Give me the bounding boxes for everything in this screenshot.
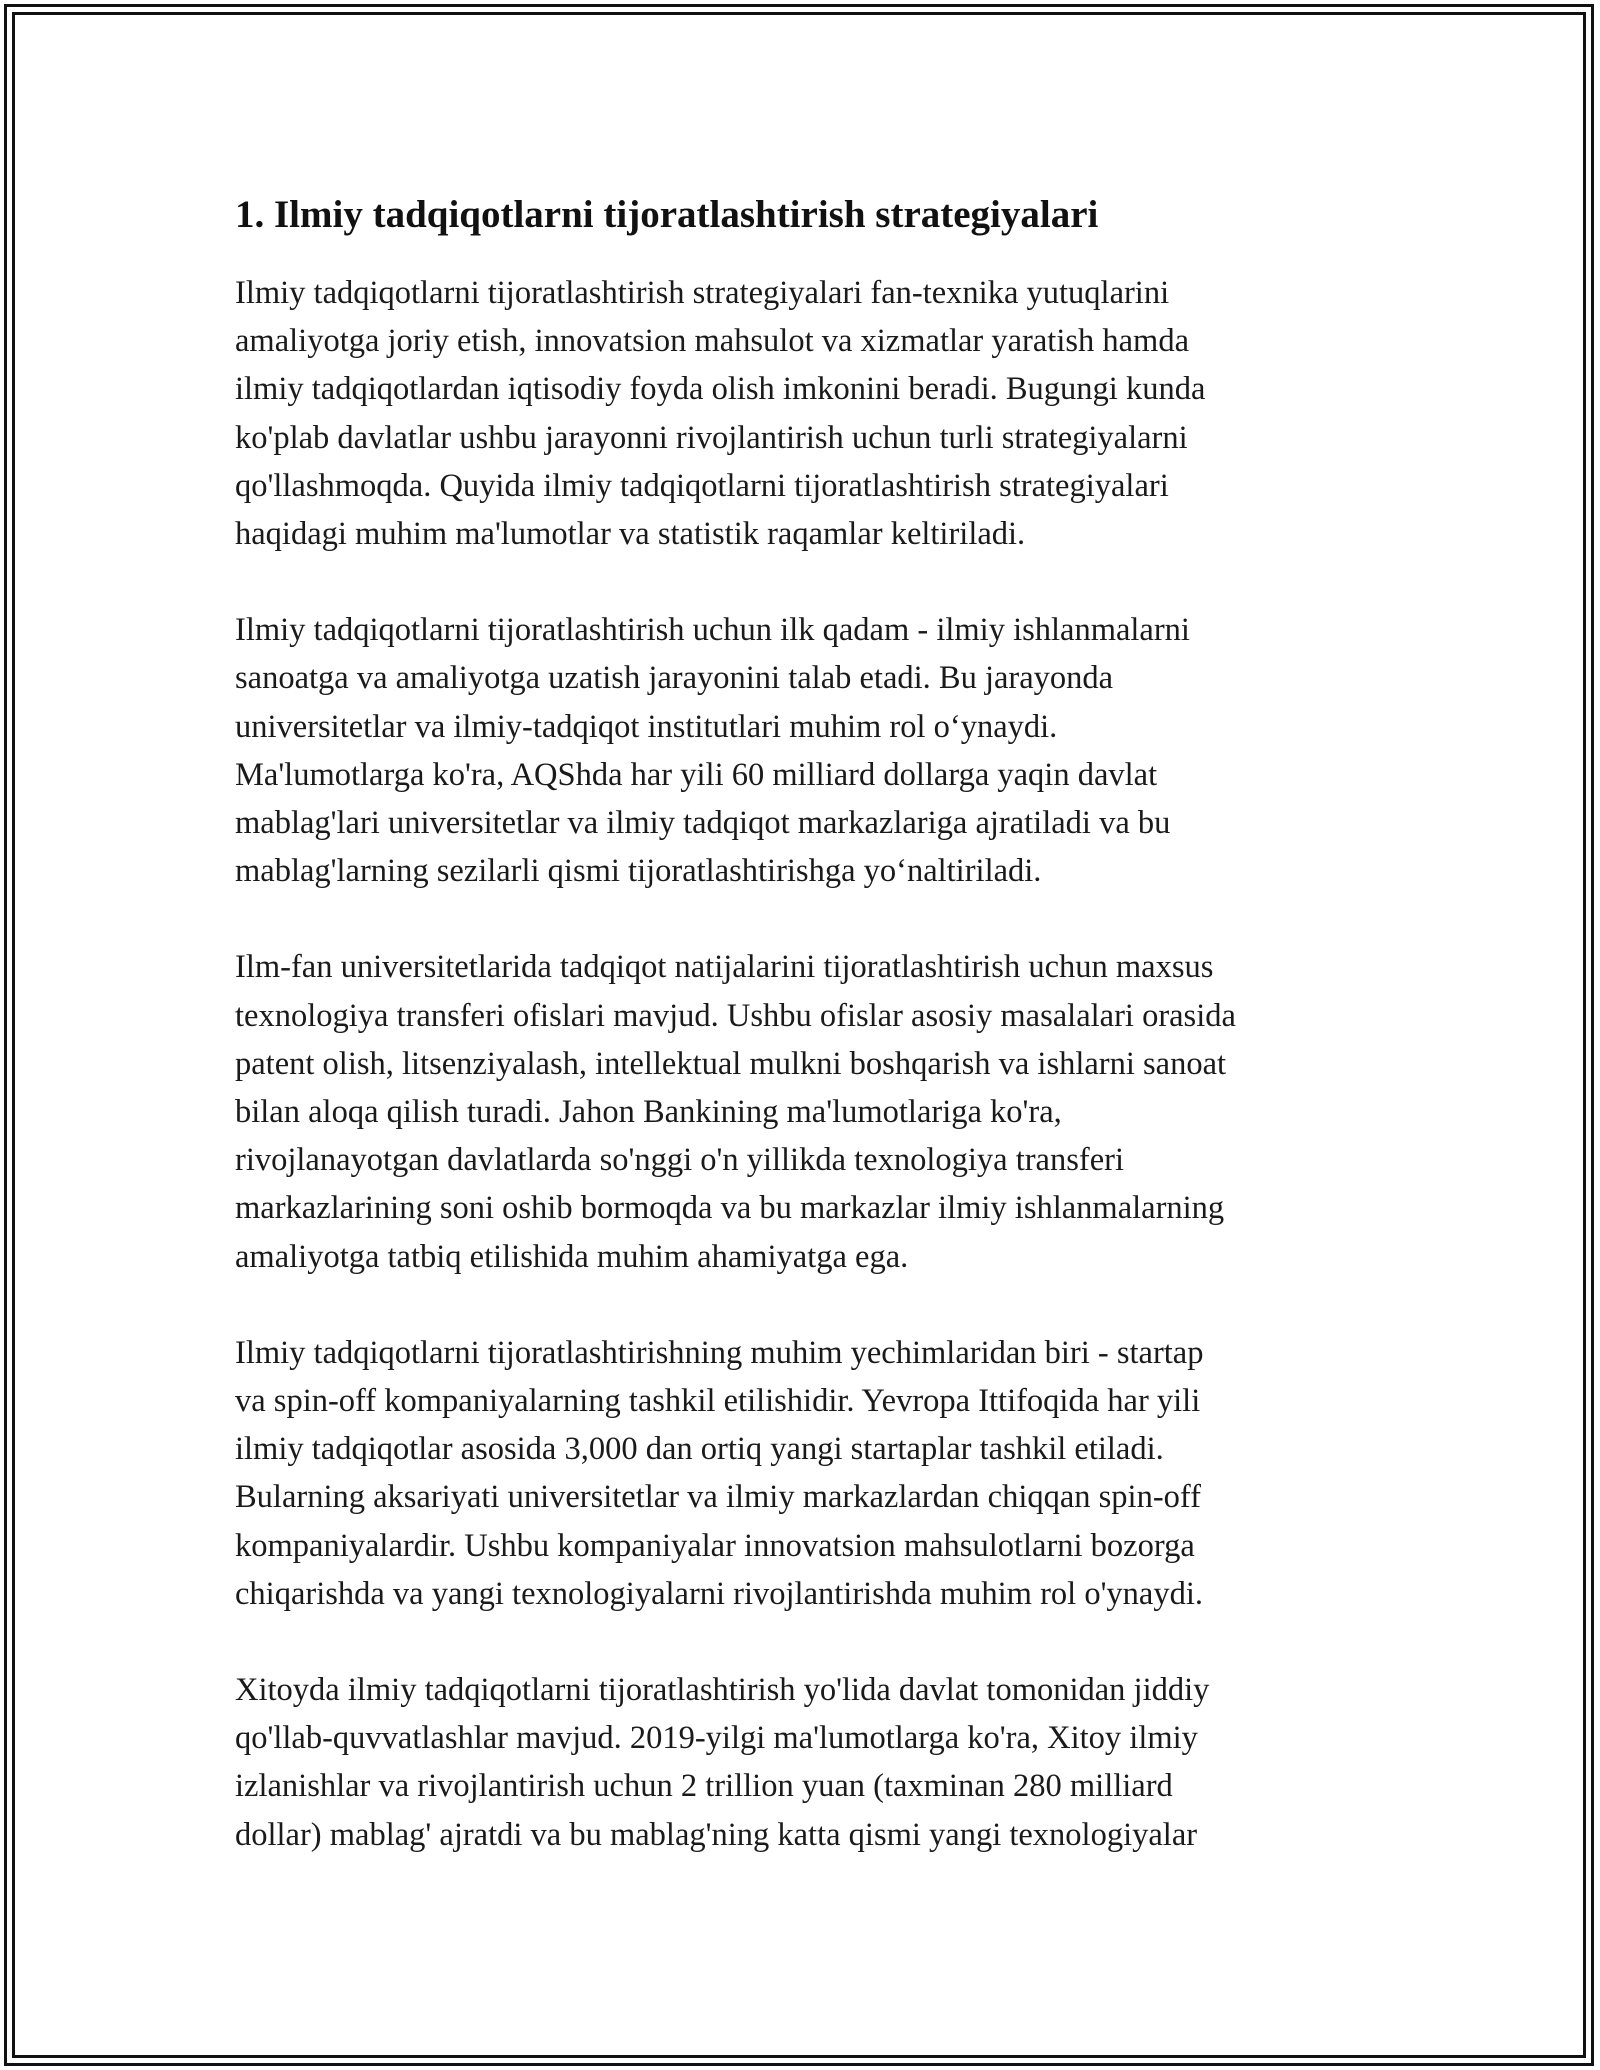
text-line: dollar) mablag' ajratdi va bu mablag'ning katta qismi yangi texnologiyalar — [235, 1816, 1198, 1853]
text-line: ilmiy tadqiqotlar asosida 3,000 dan ortiq yangi startaplar tashkil etiladi. — [235, 1431, 1164, 1468]
paragraph — [235, 269, 1395, 558]
text-line: qo'llab-quvvatlashlar mavjud. 2019-yilgi ma'lumotlarga ko'ra, Xitoy ilmiy — [235, 1720, 1198, 1757]
text-line: Ilmiy tadqiqotlarni tijoratlashtirish strategiyalari fan-texnika yutuqlarini — [235, 275, 1170, 311]
text-line: izlanishlar va rivojlantirish uchun 2 trillion yuan (taxminan 280 milliard — [235, 1768, 1173, 1805]
text-line: ilmiy tadqiqotlardan iqtisodiy foyda olish imkonini beradi. Bugungi kunda — [235, 371, 1206, 408]
text-line: chiqarishda va yangi texnologiyalarni rivojlantirishda muhim rol o'ynaydi. — [235, 1575, 1204, 1612]
text-line: markazlarining soni oshib bormoqda va bu markazlar ilmiy ishlanmalarning — [235, 1190, 1225, 1227]
text-line: mablag'larning sezilarli qismi tijoratlashtirishga yo‘naltiriladi. — [235, 853, 1042, 890]
text-line: haqidagi muhim ma'lumotlar va statistik raqamlar keltiriladi. — [235, 516, 1026, 553]
text-line: Bularning aksariyati universitetlar va ilmiy markazlardan chiqqan spin-off — [235, 1479, 1201, 1516]
text-line: texnologiya transferi ofislari mavjud. Ushbu ofislar asosiy masalalari orasida — [235, 997, 1236, 1034]
paragraph-list — [235, 269, 1395, 1859]
text-line: mablag'lari universitetlar va ilmiy tadqiqot markazlariga ajratiladi va bu — [235, 805, 1171, 842]
paragraph — [235, 1666, 1395, 1859]
document-body — [235, 185, 1395, 1907]
paragraph — [235, 1329, 1395, 1618]
text-line: amaliyotga tatbiq etilishida muhim ahamiyatga ega. — [235, 1238, 909, 1275]
text-line: amaliyotga joriy etish, innovatsion mahsulot va xizmatlar yaratish hamda — [235, 323, 1190, 360]
text-line: sanoatga va amaliyotga uzatish jarayonini talab etadi. Bu jarayonda — [235, 660, 1114, 697]
text-line: universitetlar va ilmiy-tadqiqot institutlari muhim rol o‘ynaydi. — [235, 708, 1058, 745]
section-heading: 1. Ilmiy tadqiqotlarni tijoratlashtirish strategiyalari — [235, 193, 1099, 236]
text-line: kompaniyalardir. Ushbu kompaniyalar innovatsion mahsulotlarni bozorga — [235, 1527, 1195, 1564]
text-line: va spin-off kompaniyalarning tashkil etilishidir. Yevropa Ittifoqida har yili — [235, 1383, 1201, 1420]
text-line: qo'llashmoqda. Quyida ilmiy tadqiqotlarni tijoratlashtirish strategiyalari — [235, 467, 1169, 504]
paragraph — [235, 943, 1395, 1280]
text-line: Ilmiy tadqiqotlarni tijoratlashtirish uchun ilk qadam - ilmiy ishlanmalarni — [235, 612, 1190, 649]
text-line: ko'plab davlatlar ushbu jarayonni rivojlantirish uchun turli strategiyalarni — [235, 419, 1188, 456]
text-line: Ilmiy tadqiqotlarni tijoratlashtirishning muhim yechimlaridan biri - startap — [235, 1334, 1204, 1371]
paragraph — [235, 606, 1395, 895]
text-line: rivojlanayotgan davlatlarda so'nggi o'n yillikda texnologiya transferi — [235, 1142, 1124, 1179]
text-line: patent olish, litsenziyalash, intellektual mulkni boshqarish va ishlarni sanoat — [235, 1045, 1227, 1082]
text-line: Ilm-fan universitetlarida tadqiqot natijalarini tijoratlashtirish uchun maxsus — [235, 949, 1214, 986]
text-line: Ma'lumotlarga ko'ra, AQShda har yili 60 milliard dollarga yaqin davlat — [235, 756, 1158, 793]
text-line: Xitoyda ilmiy tadqiqotlarni tijoratlashtirish yo'lida davlat tomonidan jiddiy — [235, 1672, 1210, 1709]
text-line: bilan aloqa qilish turadi. Jahon Bankining ma'lumotlariga ko'ra, — [235, 1094, 1062, 1131]
